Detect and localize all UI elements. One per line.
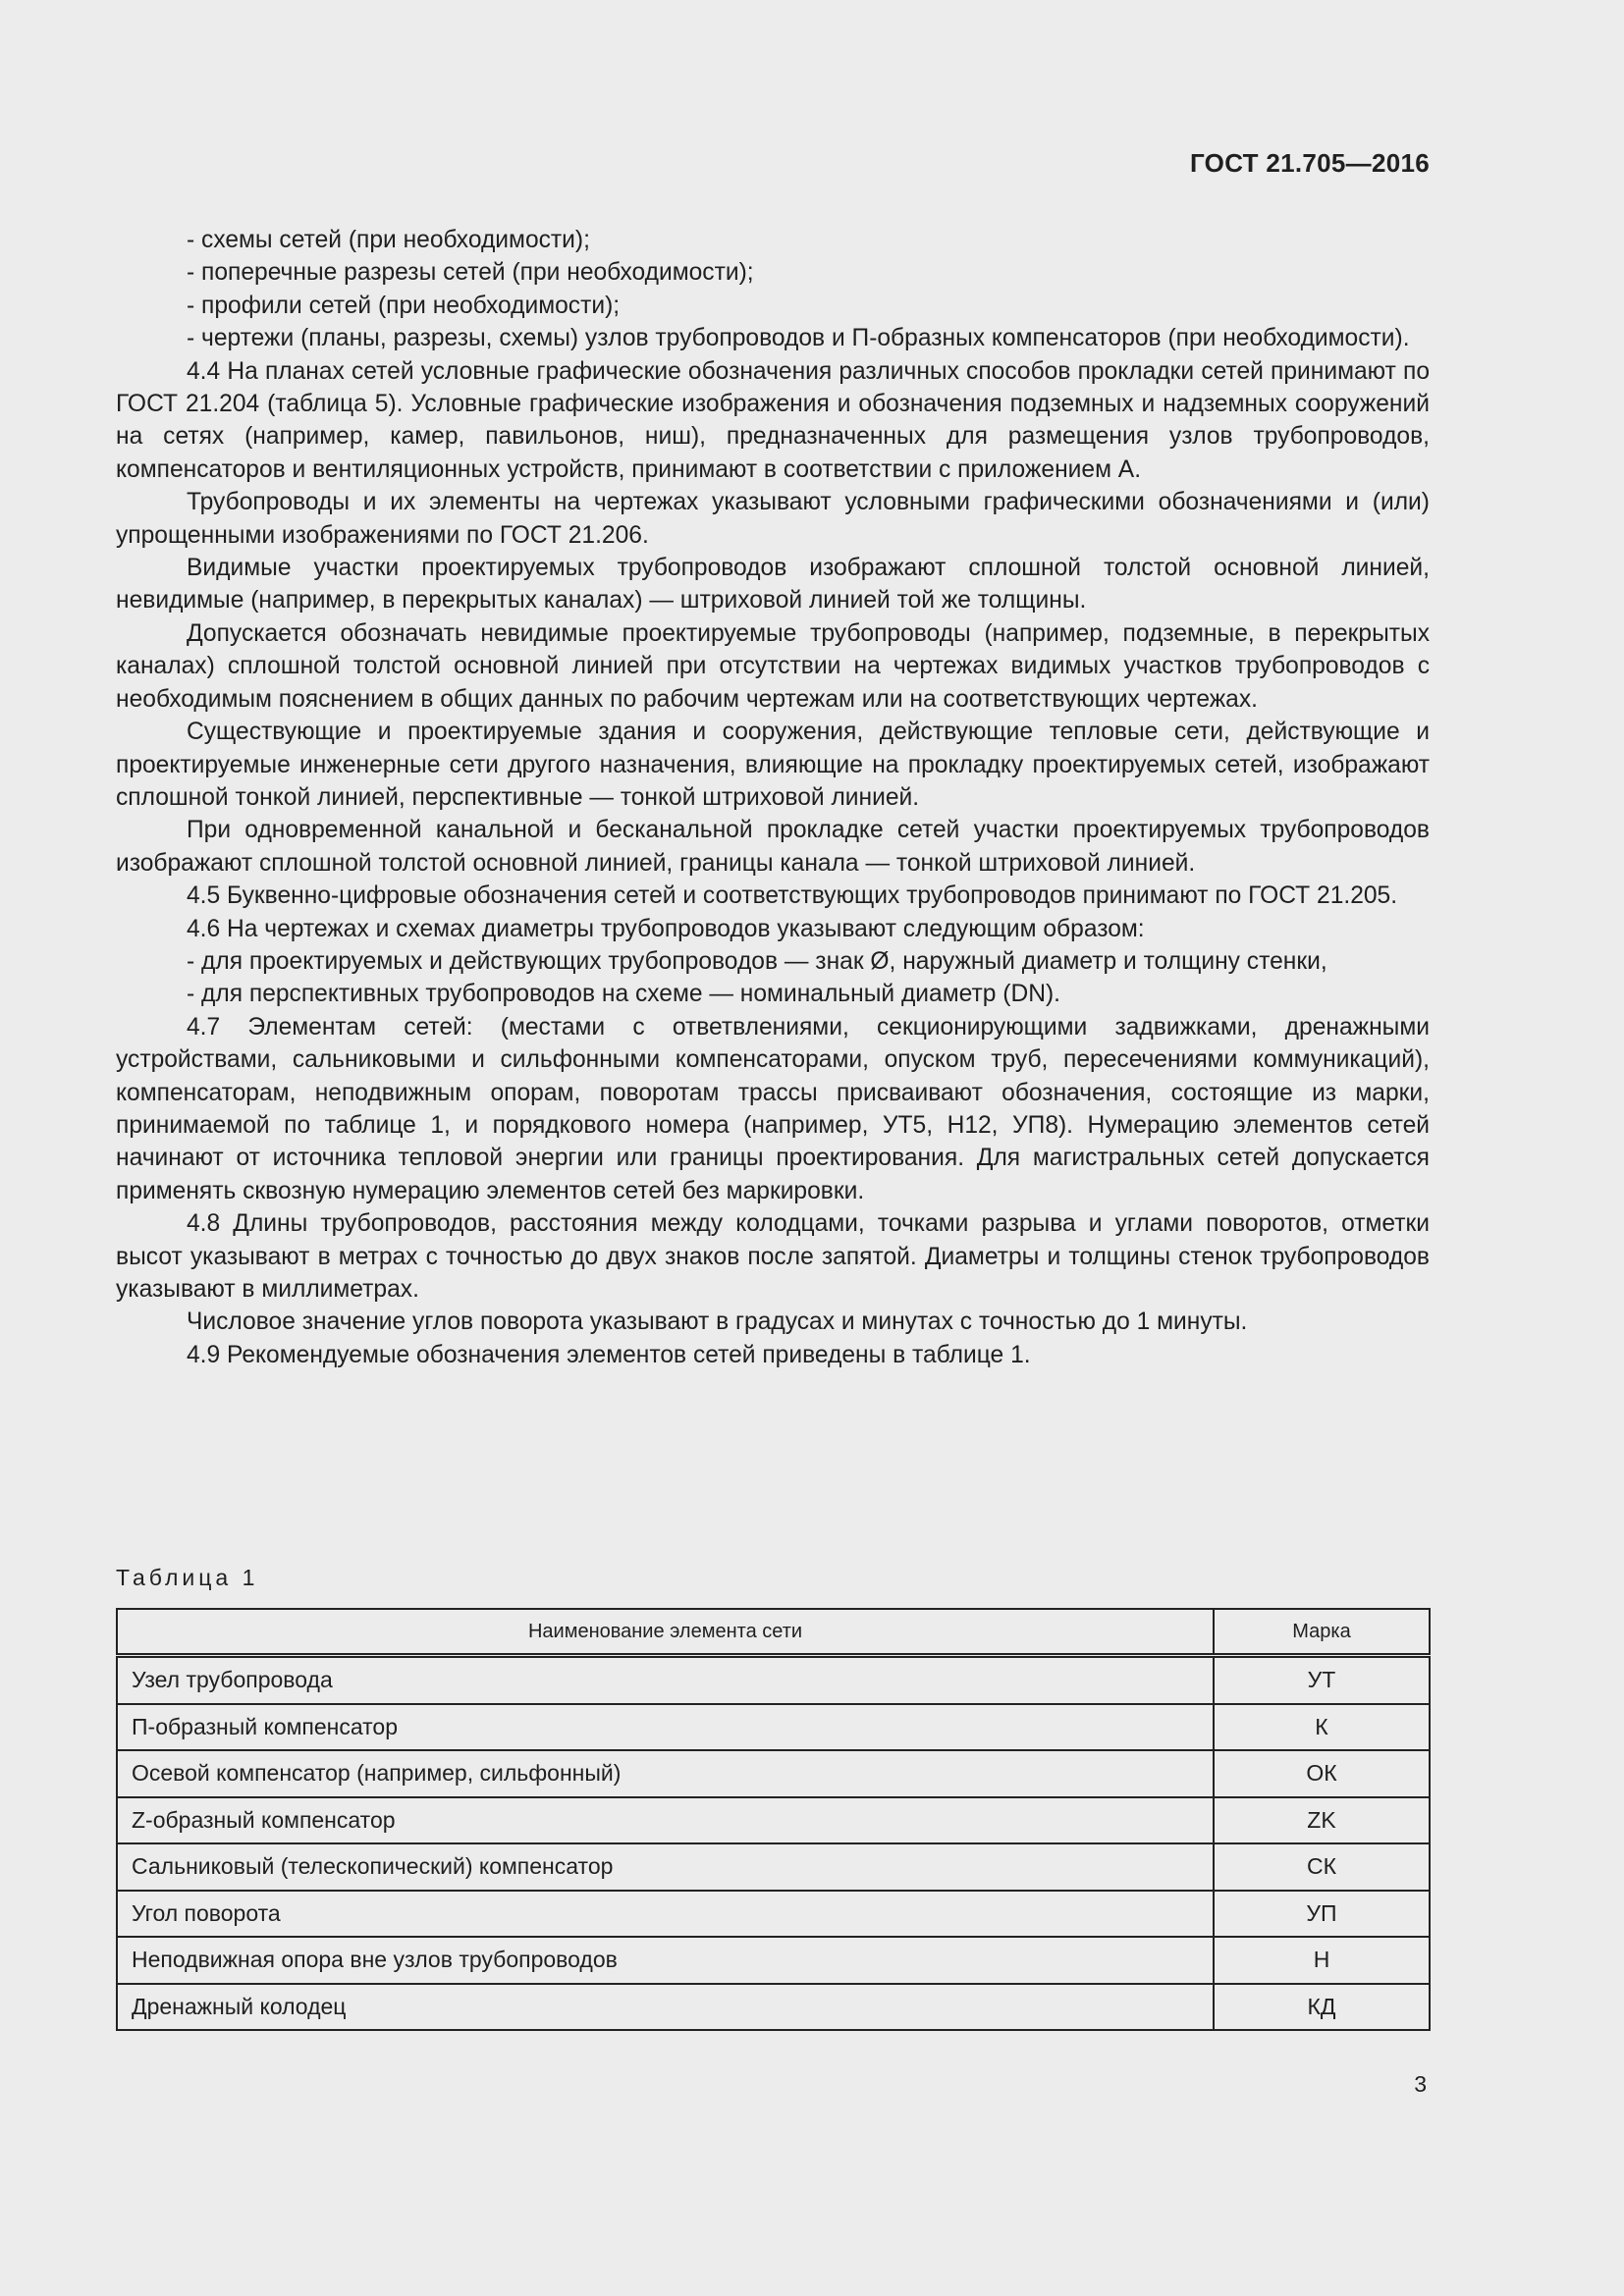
element-name-cell: Узел трубопровода <box>117 1656 1214 1704</box>
element-mark-cell: УП <box>1214 1891 1430 1938</box>
table-header-row <box>117 1609 1430 1656</box>
paragraph: 4.6 На чертежах и схемах диаметры трубопроводов указывают следующим образом: <box>187 915 1145 942</box>
table-row <box>117 1891 1430 1938</box>
paragraph: 4.5 Буквенно-цифровые обозначения сетей и соответствующих трубопроводов принимают по ГОСТ 21.205. <box>187 882 1398 910</box>
table-row <box>117 1656 1430 1704</box>
paragraph: - для проектируемых и действующих трубопроводов — знак Ø, наружный диаметр и толщину стенки, <box>187 947 1327 975</box>
element-mark-cell: КД <box>1214 1984 1430 2031</box>
paragraph: Существующие и проектируемые здания и сооружения, действующие тепловые сети, действующие и проектируемые инженерные сети другого назначения, влияющие на прокладку проектируемых сетей, изображают сплошной тонкой линией, перспективные — тонкой штриховой линией. <box>116 719 1430 811</box>
paragraph: - схемы сетей (при необходимости); <box>187 227 590 253</box>
header-name: Наименование элемента сети <box>117 1609 1214 1656</box>
element-name-cell: П-образный компенсатор <box>117 1704 1214 1751</box>
paragraph: Допускается обозначать невидимые проектируемые трубопроводы (например, подземные, в перекрытых каналах) сплошной толстой основной линией при отсутствии на чертежах видимых участков трубопроводов с необходимым пояснением в общих данных по рабочим чертежам или на соответствующих чертежах. <box>116 619 1430 713</box>
element-mark-cell: К <box>1214 1704 1430 1751</box>
table-row <box>117 1984 1430 2031</box>
table-row <box>117 1937 1430 1984</box>
paragraph: 4.8 Длины трубопроводов, расстояния между колодцами, точками разрыва и углами поворотов, отметки высот указывают в метрах с точностью до двух знаков после запятой. Диаметры и толщины стенок трубопроводов указывают в миллиметрах. <box>116 1210 1430 1303</box>
element-name-cell: Дренажный колодец <box>117 1984 1214 2031</box>
element-name-cell: Угол поворота <box>117 1891 1214 1938</box>
element-mark-cell: ОК <box>1214 1750 1430 1797</box>
element-mark-cell: УТ <box>1214 1656 1430 1704</box>
element-name-cell: Сальниковый (телескопический) компенсатор <box>117 1843 1214 1891</box>
table-row <box>117 1750 1430 1797</box>
elements-table <box>116 1608 1431 2031</box>
table-row <box>117 1704 1430 1751</box>
header-mark: Марка <box>1214 1609 1430 1656</box>
table-row <box>117 1843 1430 1891</box>
element-mark-cell: ZK <box>1214 1797 1430 1844</box>
paragraph: - для перспективных трубопроводов на схеме — номинальный диаметр (DN). <box>187 981 1060 1008</box>
paragraph: - чертежи (планы, разрезы, схемы) узлов трубопроводов и П-образных компенсаторов (при необходимости). <box>187 325 1410 352</box>
paragraph: 4.7 Элементам сетей: (местами с ответвлениями, секционирующими задвижками, дренажными устройствами, сальниковыми и сильфонными компенсаторами, опуском труб, пересечениями коммуникаций), компенсаторам, неподвижным опорам, поворотам трассы присваивают обозначения, состоящие из марки, принимаемой по таблице 1, и порядкового номера (например, УТ5, Н12, УП8). Нумерацию элементов сетей начинают от источника тепловой энергии или границы проектирования. Для магистральных сетей допускается применять сквозную нумерацию элементов сетей без маркировки. <box>116 1013 1430 1204</box>
element-mark-cell: Н <box>1214 1937 1430 1984</box>
paragraph: Трубопроводы и их элементы на чертежах указывают условными графическими обозначениями и (или) упрощенными изображениями по ГОСТ 21.206. <box>116 489 1430 549</box>
table-caption: Таблица 1 <box>116 1565 259 1590</box>
element-name-cell: Неподвижная опора вне узлов трубопроводов <box>117 1937 1214 1984</box>
document-header-title: ГОСТ 21.705—2016 <box>1189 148 1430 178</box>
paragraph: При одновременной канальной и бесканальной прокладке сетей участки проектируемых трубопроводов изображают сплошной толстой основной линией, границы канала — тонкой штриховой линией. <box>116 817 1430 877</box>
paragraph: - профили сетей (при необходимости); <box>187 292 621 319</box>
element-name-cell: Осевой компенсатор (например, сильфонный) <box>117 1750 1214 1797</box>
page-number: 3 <box>1414 2071 1427 2097</box>
paragraph: - поперечные разрезы сетей (при необходимости); <box>187 259 754 287</box>
element-mark-cell: СК <box>1214 1843 1430 1891</box>
paragraph: Видимые участки проектируемых трубопроводов изображают сплошной толстой основной линией, невидимые (например, в перекрытых каналах) — штриховой линией той же толщины. <box>116 555 1430 614</box>
paragraph: 4.4 На планах сетей условные графические обозначения различных способов прокладки сетей принимают по ГОСТ 21.204 (таблица 5). Условные графические изображения и обозначения подземных и надземных сооружений на сетях (например, камер, павильонов, ниш), предназначенных для размещения узлов трубопроводов, компенсаторов и вентиляционных устройств, принимают в соответствии с приложением А. <box>116 357 1430 483</box>
paragraph: 4.9 Рекомендуемые обозначения элементов сетей приведены в таблице 1. <box>187 1341 1031 1368</box>
element-name-cell: Z-образный компенсатор <box>117 1797 1214 1844</box>
table-row <box>117 1797 1430 1844</box>
paragraph: Числовое значение углов поворота указывают в градусах и минутах с точностью до 1 минуты. <box>187 1308 1248 1336</box>
body-text <box>116 224 1430 1371</box>
